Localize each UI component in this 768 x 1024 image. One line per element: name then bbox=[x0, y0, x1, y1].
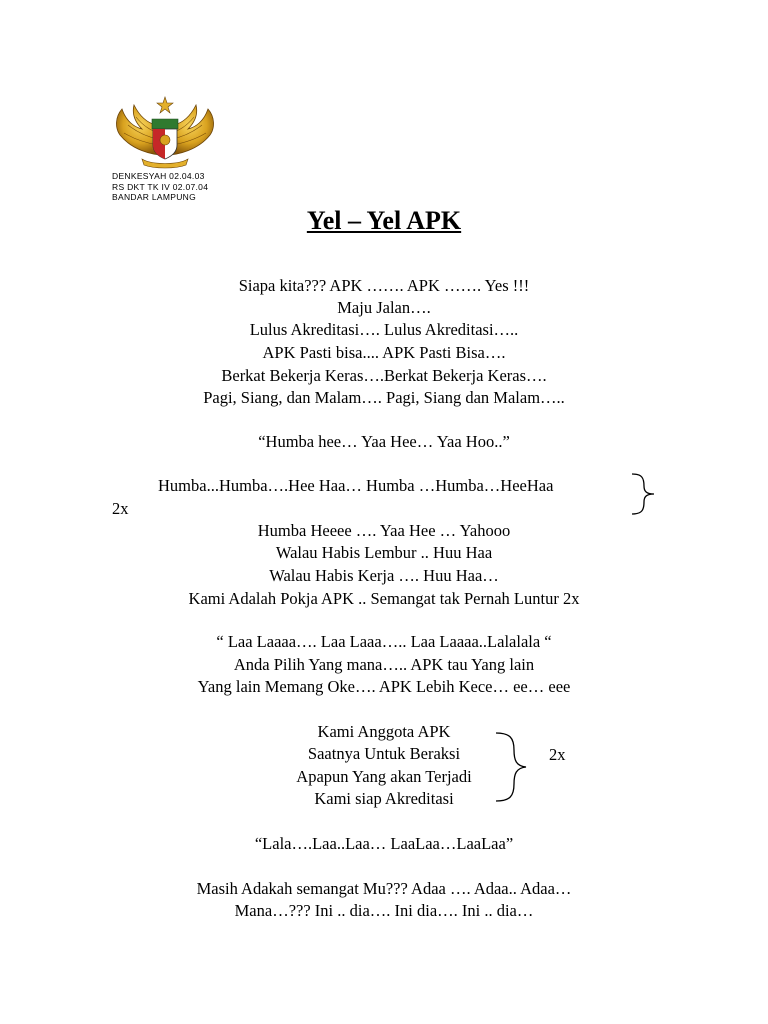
repeat-label-2: 2x bbox=[549, 745, 566, 764]
verse4-line-1: Kami Anggota APK bbox=[317, 722, 451, 741]
right-brace-2 bbox=[494, 730, 534, 804]
verse2-line-1: Humba Heeee …. Yaa Hee … Yahooo bbox=[257, 521, 511, 540]
chant-1: “Humba hee… Yaa Hee… Yaa Hoo..” bbox=[258, 432, 510, 451]
verse4-line-2: Saatnya Untuk Beraksi bbox=[307, 744, 461, 763]
header-line-3: BANDAR LAMPUNG bbox=[112, 192, 197, 202]
verse1-line-5: Berkat Bekerja Keras….Berkat Bekerja Keras…. bbox=[221, 366, 547, 385]
header-line-1: DENKESYAH 02.04.03 bbox=[112, 171, 205, 181]
verse5-line-2: Mana…??? Ini .. dia…. Ini dia…. Ini .. dia… bbox=[234, 901, 534, 920]
verse5-line-1: Masih Adakah semangat Mu??? Adaa …. Adaa.. Adaa… bbox=[196, 879, 572, 898]
document-title: Yel – Yel APK bbox=[306, 206, 462, 235]
verse2-line-4: Kami Adalah Pokja APK .. Semangat tak Pernah Luntur 2x bbox=[188, 589, 580, 608]
institution-header bbox=[112, 171, 208, 203]
chant-2: “Lala….Laa..Laa… LaaLaa…LaaLaa” bbox=[254, 834, 514, 853]
verse4-line-3: Apapun Yang akan Terjadi bbox=[296, 767, 472, 786]
verse4-line-4: Kami siap Akreditasi bbox=[314, 789, 454, 808]
verse2-line-2: Walau Habis Lembur .. Huu Haa bbox=[275, 543, 493, 562]
verse1-line-2: Maju Jalan…. bbox=[337, 298, 431, 317]
header-line-2: RS DKT TK IV 02.07.04 bbox=[112, 181, 209, 192]
emblem-logo bbox=[112, 95, 218, 170]
verse3-line-2: Anda Pilih Yang mana….. APK tau Yang lain bbox=[233, 655, 535, 674]
verse3-line-1: “ Laa Laaaa…. Laa Laaa….. Laa Laaaa..Lalalala “ bbox=[216, 632, 552, 651]
verse1-line-4: APK Pasti bisa.... APK Pasti Bisa…. bbox=[262, 343, 506, 362]
verse2-line-3: Walau Habis Kerja …. Huu Haa… bbox=[269, 566, 499, 585]
humba-line: Humba...Humba….Hee Haa… Humba …Humba…HeeHaa bbox=[158, 476, 554, 495]
repeat-label-1: 2x bbox=[112, 499, 129, 518]
verse3-line-3: Yang lain Memang Oke…. APK Lebih Kece… ee… eee bbox=[197, 677, 571, 696]
right-brace-1 bbox=[628, 472, 660, 516]
verse1-line-1: Siapa kita??? APK ……. APK ……. Yes !!! bbox=[238, 276, 530, 295]
verse1-line-3: Lulus Akreditasi…. Lulus Akreditasi….. bbox=[249, 320, 519, 339]
verse1-line-6: Pagi, Siang, dan Malam…. Pagi, Siang dan Malam….. bbox=[203, 388, 565, 407]
